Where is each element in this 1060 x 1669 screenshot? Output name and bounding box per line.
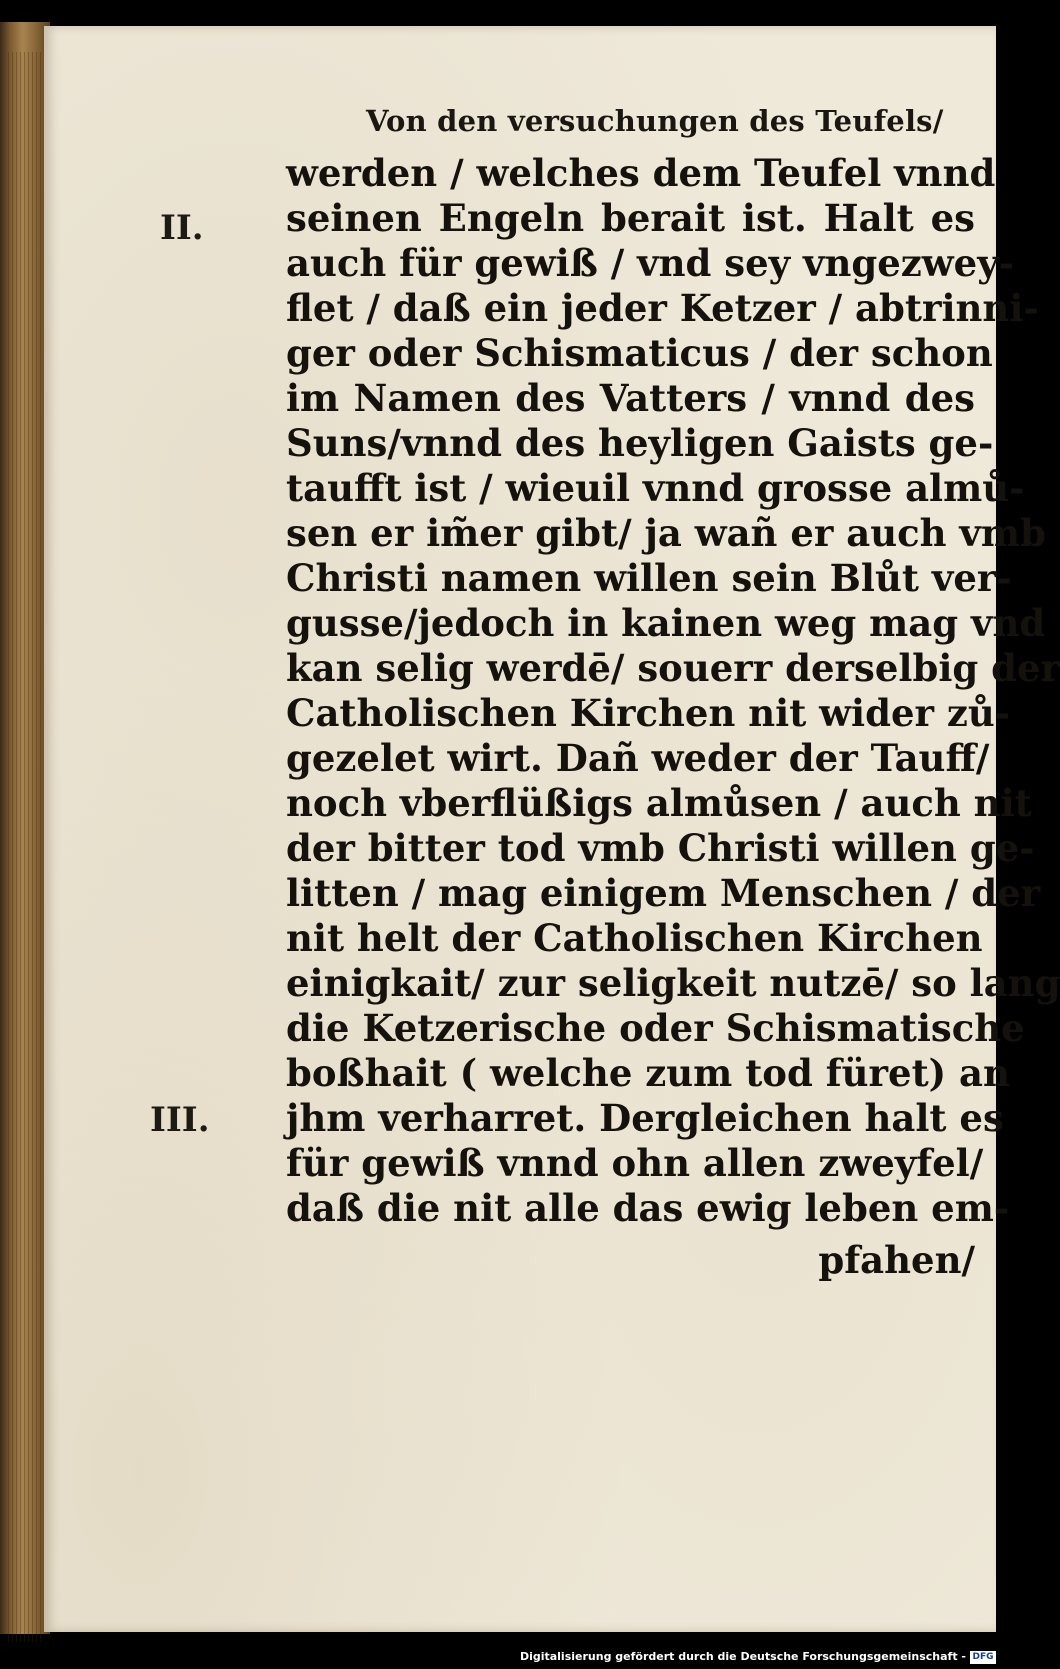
text-line: flet / daß ein jeder Ketzer / abtrinni- [286, 286, 1039, 330]
text-line: taufft ist / wieuil vnnd grosse almů- [286, 466, 1025, 510]
book-edge [0, 22, 50, 1634]
marginal-note-2: II. [160, 208, 204, 248]
text-line: werden / welches dem Teufel vnnd [286, 151, 996, 195]
page-edges [8, 52, 44, 1642]
text-line: im Namen des Vatters / vnnd des [286, 376, 975, 420]
text-line: boßhait ( welche zum tod füret) an [286, 1051, 1010, 1095]
digitization-credit: Digitalisierung gefördert durch die Deutsche Forschungsgemeinschaft - [519, 1650, 966, 1663]
text-line: die Ketzerische oder Schismatische [286, 1006, 1025, 1050]
text-line: noch vberflüßigs almůsen / auch nit [286, 781, 1032, 825]
text-line: jhm verharret. Dergleichen halt es [286, 1096, 1004, 1140]
dfg-logo: DFG [970, 1651, 996, 1664]
text-line: für gewiß vnnd ohn allen zweyfel/ [286, 1141, 984, 1185]
text-line: litten / mag einigem Menschen / der [286, 871, 1041, 915]
text-line: einigkait/ zur seligkeit nutzē/ so lang [286, 961, 1060, 1005]
text-line: gusse/jedoch in kainen weg mag vnd [286, 601, 1046, 645]
text-line: sen er im̃er gibt/ ja wañ er auch vmb [286, 511, 1046, 555]
running-head: Von den versuchungen des Teufels/ [366, 104, 944, 138]
text-line: daß die nit alle das ewig leben em- [286, 1186, 1010, 1230]
text-line: gezelet wirt. Dañ weder der Tauff/ [286, 736, 990, 780]
text-line: seinen Engeln berait ist. Halt es [286, 196, 975, 240]
text-line: Suns/vnnd des heyligen Gaists ge- [286, 421, 994, 465]
text-line: auch für gewiß / vnd sey vngezwey- [286, 241, 1015, 285]
catchword: pfahen/ [818, 1238, 975, 1282]
text-line: der bitter tod vmb Christi willen ge- [286, 826, 1035, 870]
marginal-note-3: III. [150, 1100, 210, 1140]
text-line: Catholischen Kirchen nit wider zů- [286, 691, 1011, 735]
text-line: Christi namen willen sein Blůt ver- [286, 556, 1012, 600]
text-line: nit helt der Catholischen Kirchen [286, 916, 983, 960]
text-line: ger oder Schismaticus / der schon [286, 331, 993, 375]
text-line: kan selig werdē/ souerr derselbig der [286, 646, 1060, 690]
